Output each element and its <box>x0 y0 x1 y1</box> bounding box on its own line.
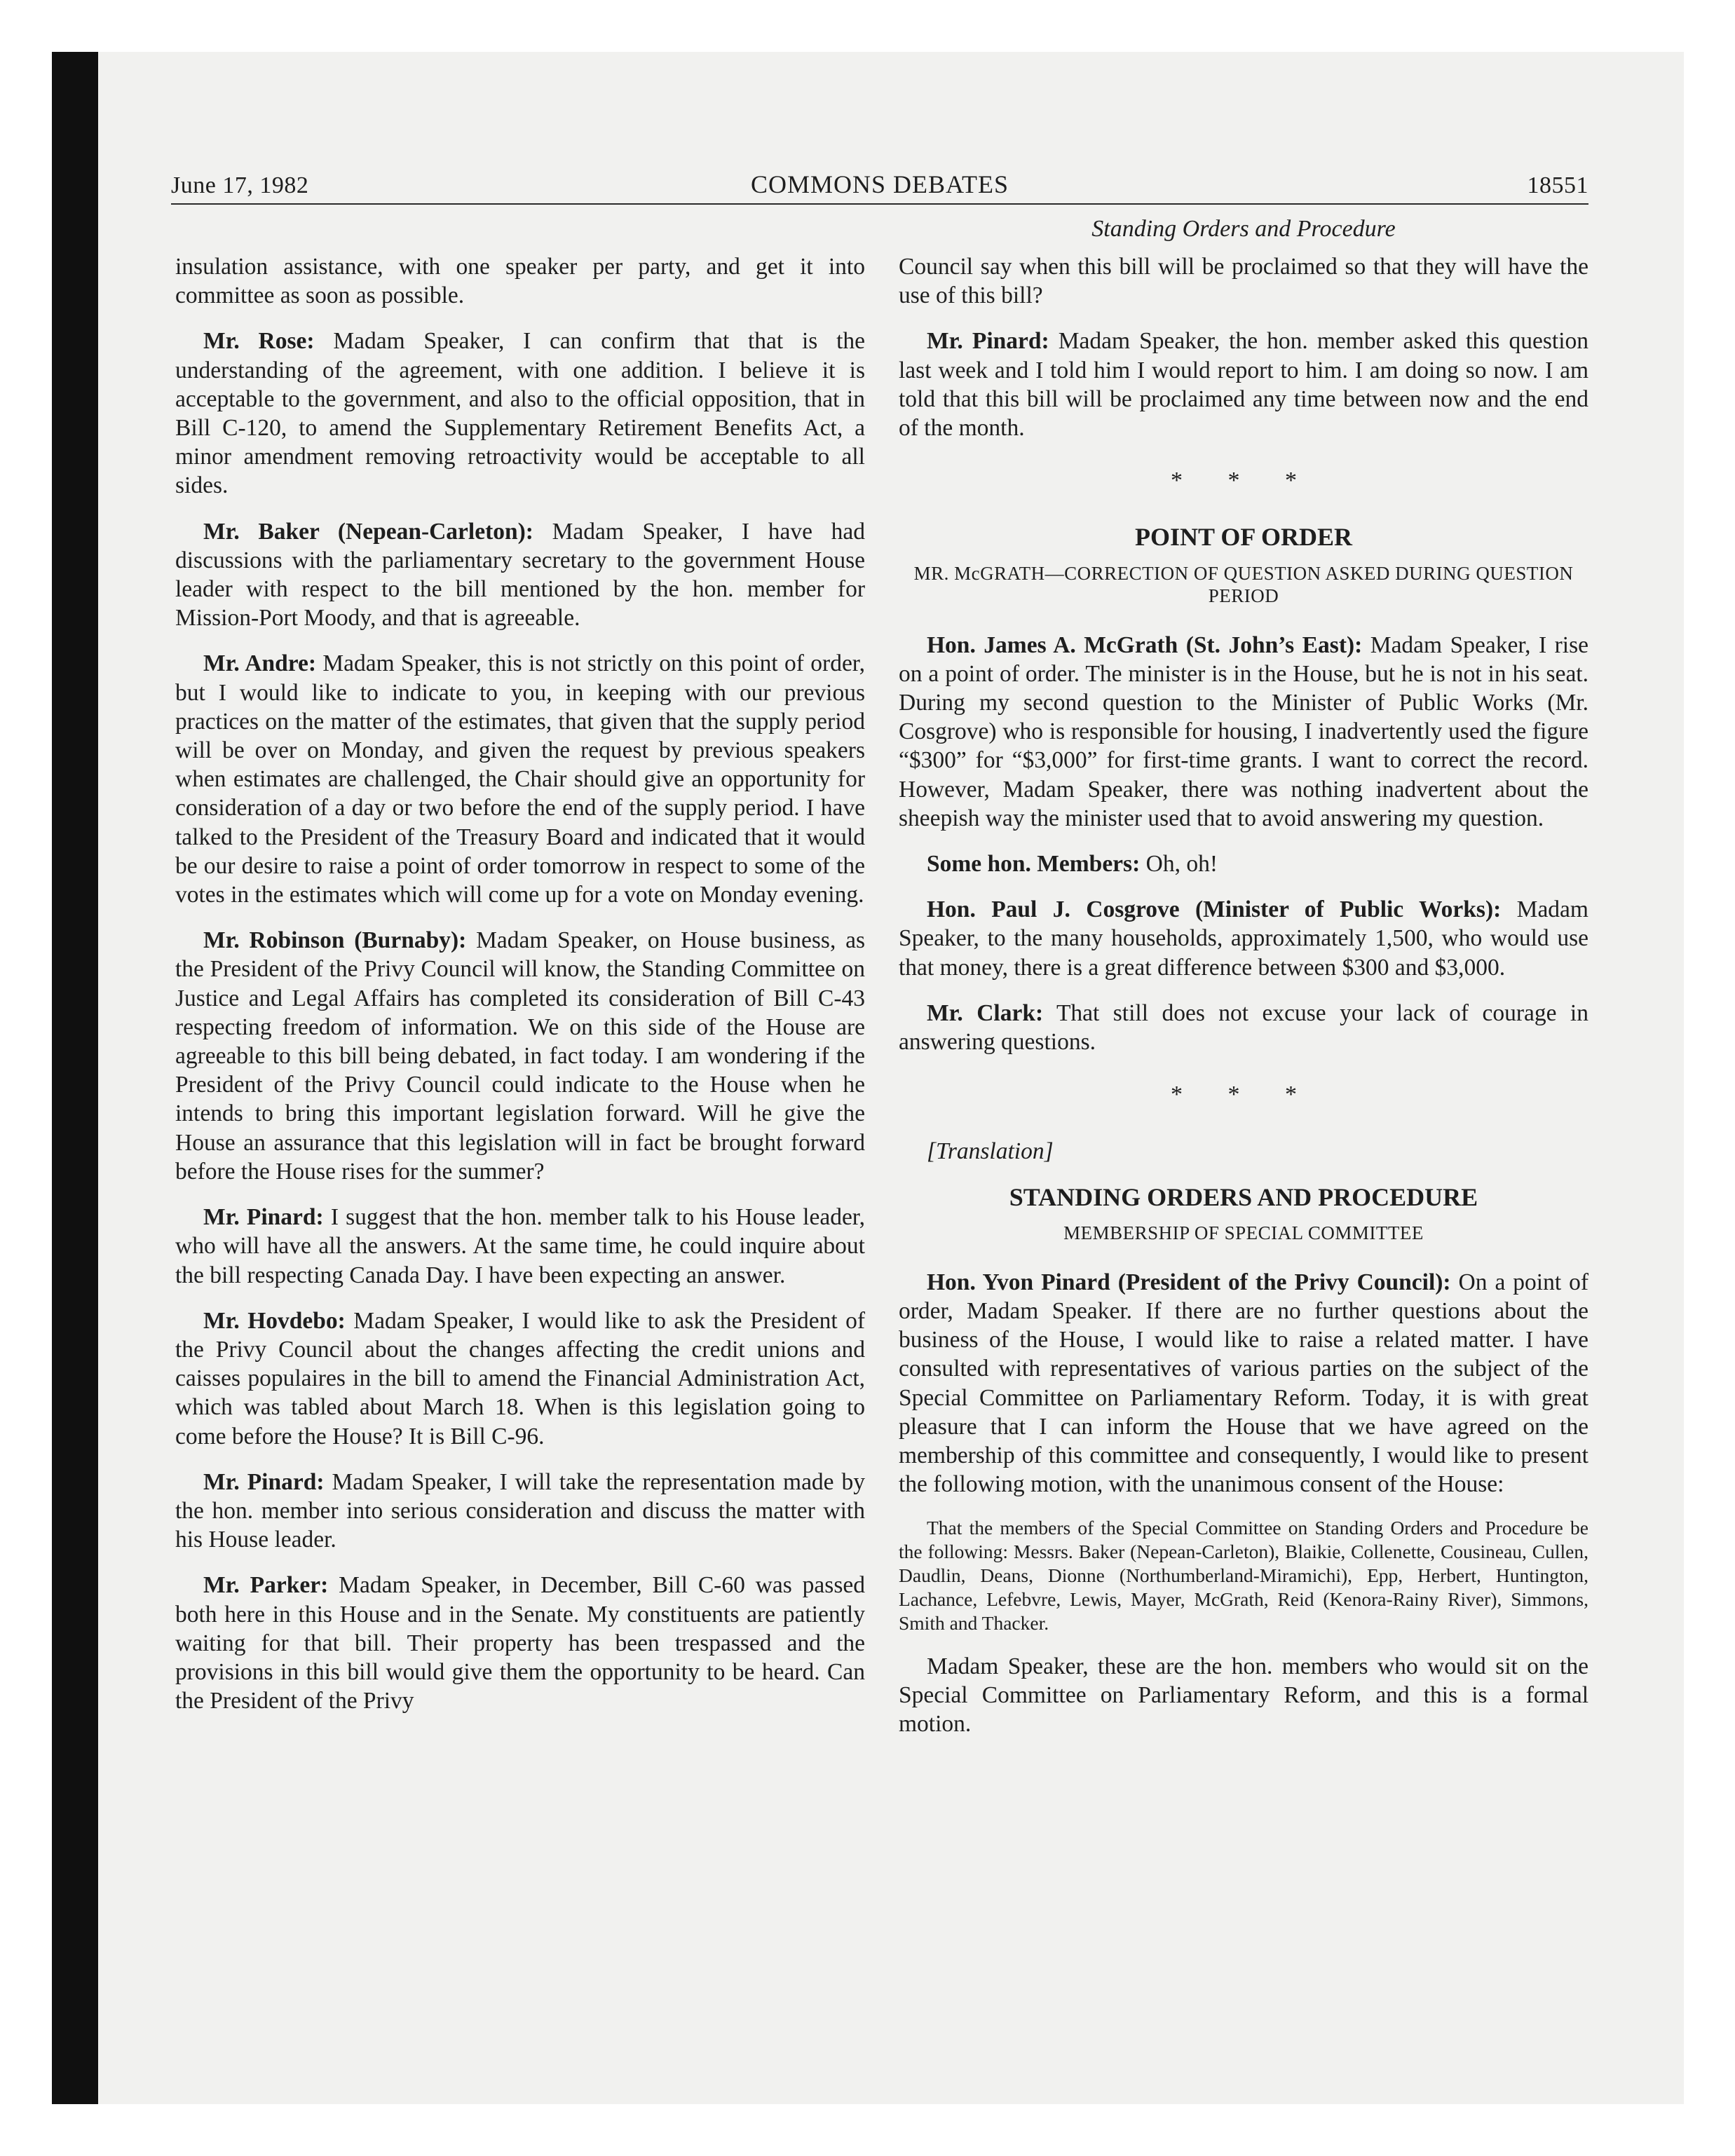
paragraph: Some hon. Members: Oh, oh! <box>927 851 1218 878</box>
page-header <box>171 167 1588 200</box>
paragraph: Hon. Yvon Pinard (President of the Privy Council): On a point of order, Madam Speaker. If there are no further questions about the business of the House, I would like to raise a related matter. I have consulted with representatives of various parties on the subject of the Special Committee on Parliamentary Reform. Today, it is with great pleasure that I can inform the House that we have agreed on the membership of this committee and consequently, I would like to present the following motion, with the unanimous consent of the House: <box>899 1269 1588 1498</box>
header-page-number: 18551 <box>1527 172 1588 198</box>
paragraph: Mr. Pinard: I suggest that the hon. member talk to his House leader, who will have all the answers. At the same time, he could inquire about the bill respecting Canada Day. I have been expecting an answer. <box>175 1204 865 1288</box>
speaker-name: Some hon. Members: <box>927 851 1141 878</box>
speaker-name: Mr. Rose: <box>203 328 315 355</box>
section-heading: POINT OF ORDER <box>1134 523 1353 552</box>
speaker-name: Hon. Yvon Pinard (President of the Privy Council): <box>927 1269 1451 1295</box>
right-column <box>899 252 1588 1755</box>
paragraph: Hon. Paul J. Cosgrove (Minister of Public Works): Madam Speaker, to the many households, approximately 1,500, who would use that money, there is a great difference between $300 and $3,000. <box>899 896 1588 981</box>
translation-note: [Translation] <box>927 1138 1054 1165</box>
section-separator: * * * <box>1171 468 1316 494</box>
speaker-name: Mr. Pinard: <box>927 328 1049 355</box>
speaker-name: Hon. James A. McGrath (St. John’s East): <box>927 632 1363 658</box>
header-date: June 17, 1982 <box>171 172 309 198</box>
speaker-name: Mr. Robinson (Burnaby): <box>203 927 467 954</box>
speaker-name: Hon. Paul J. Cosgrove (Minister of Public Works): <box>927 896 1502 923</box>
section-separator: * * * <box>1171 1082 1316 1108</box>
speaker-name: Mr. Parker: <box>203 1572 329 1599</box>
speaker-name: Mr. Baker (Nepean-Carleton): <box>203 518 533 545</box>
speaker-name: Mr. Pinard: <box>203 1468 325 1495</box>
paragraph: Mr. Rose: Madam Speaker, I can confirm that that is the understanding of the agreement, with one addition. I believe it is acceptable to the government, and also to the official opposition, that in Bill C-120, to amend the Supplementary Retirement Benefits Act, a minor amendment removing retroactivity would be acceptable to all sides. <box>175 328 866 499</box>
binding-shadow <box>52 52 98 2104</box>
header-title: COMMONS DEBATES <box>750 170 1009 198</box>
paragraph: Madam Speaker, these are the hon. members who would sit on the Special Committee on Parliamentary Reform, and this is a formal motion. <box>899 1653 1588 1737</box>
paragraph: insulation assistance, with one speaker per party, and get it into committee as soon as possible. <box>175 254 865 309</box>
paragraph: Mr. Parker: Madam Speaker, in December, Bill C-60 was passed both here in this House and in the Senate. My constituents are patiently waiting for that bill. Their property has been trespassed and the provisions in this bill would give them the opportunity to be heard. Can the President of the Privy <box>175 1572 865 1714</box>
speaker-name: Mr. Andre: <box>203 650 317 677</box>
section-subheading: MEMBERSHIP OF SPECIAL COMMITTEE <box>1063 1222 1424 1243</box>
paragraph: Hon. James A. McGrath (St. John’s East): Madam Speaker, I rise on a point of order. The minister is in the House, but he is not in his seat. During my second question to the Minister of Public Works (Mr. Cosgrove) who is responsible for housing, I inadvertently used the figure “$300” for “$3,000” for first-time grants. I want to correct the record. However, Madam Speaker, there was nothing inadvertent about the sheepish way the minister used that to avoid answering my question. <box>899 632 1588 831</box>
paragraph: Mr. Pinard: Madam Speaker, I will take the representation made by the hon. member into serious consideration and discuss the matter with his House leader. <box>175 1468 865 1553</box>
left-column <box>175 252 865 1732</box>
motion-text: That the members of the Special Committee on Standing Orders and Procedure be the following: Messrs. Baker (Nepean-Carleton), Blaikie, Collenette, Cousineau, Cullen, Daudlin, Deans, Dionne (Northumberland-Miramichi), Epp, Herbert, Huntington, Lachance, Lefebvre, Lewis, Mayer, McGrath, Reid (Kenora-Rainy River), Simmons, Smith and Thacker. <box>899 1516 1588 1634</box>
header-rule <box>171 203 1588 205</box>
paragraph: Mr. Clark: That still does not excuse your lack of courage in answering questions. <box>899 999 1588 1056</box>
paragraph: Mr. Pinard: Madam Speaker, the hon. member asked this question last week and I told him I would report to him. I am doing so now. I am told that this bill will be proclaimed any time between now and the end of the month. <box>899 328 1589 442</box>
paragraph: Council say when this bill will be proclaimed so that they will have the use of this bill? <box>899 254 1588 309</box>
speaker-name: Mr. Pinard: <box>203 1204 324 1231</box>
paragraph: Mr. Baker (Nepean-Carleton): Madam Speaker, I have had discussions with the parliamentary secretary to the government House leader with respect to the bill mentioned by the hon. member for Mission-Port Moody, and that is agreeable. <box>175 518 865 632</box>
paragraph: Mr. Robinson (Burnaby): Madam Speaker, on House business, as the President of the Privy Council will know, the Standing Committee on Justice and Legal Affairs has completed its consideration of Bill C-43 respecting freedom of information. We on this side of the House are agreeable to this bill being debated, in fact today. I am wondering if the President of the Privy Council could indicate to the House when he intends to bring this important legislation forward. Will he give the House an assurance that this legislation will in fact be brought forward before the House rises for the summer? <box>175 927 865 1185</box>
speaker-name: Mr. Clark: <box>927 999 1044 1026</box>
paragraph: Mr. Hovdebo: Madam Speaker, I would like to ask the President of the Privy Council about the changes affecting the credit unions and caisses populaires in the bill to amend the Financial Administration Act, which was tabled about March 18. When is this legislation going to come before the House? It is Bill C-96. <box>175 1307 865 1449</box>
section-heading: STANDING ORDERS AND PROCEDURE <box>1009 1182 1478 1211</box>
paragraph: Mr. Andre: Madam Speaker, this is not strictly on this point of order, but I would like to indicate to you, in keeping with our previous practices on the matter of the estimates, that given that the supply period will be over on Monday, and given the request by previous speakers when estimates are challenged, the Chair should give an opportunity for consideration of a day or two before the end of the supply period. I have talked to the President of the Treasury Board and indicated that it would be our desire to raise a point of order tomorrow in respect to some of the votes in the estimates which will come up for a vote on Monday evening. <box>175 650 866 908</box>
section-subheading: MR. McGRATH—CORRECTION OF QUESTION ASKED DURING QUESTION PERIOD <box>913 562 1574 606</box>
running-head: Standing Orders and Procedure <box>1091 216 1396 242</box>
speaker-name: Mr. Hovdebo: <box>203 1307 346 1334</box>
